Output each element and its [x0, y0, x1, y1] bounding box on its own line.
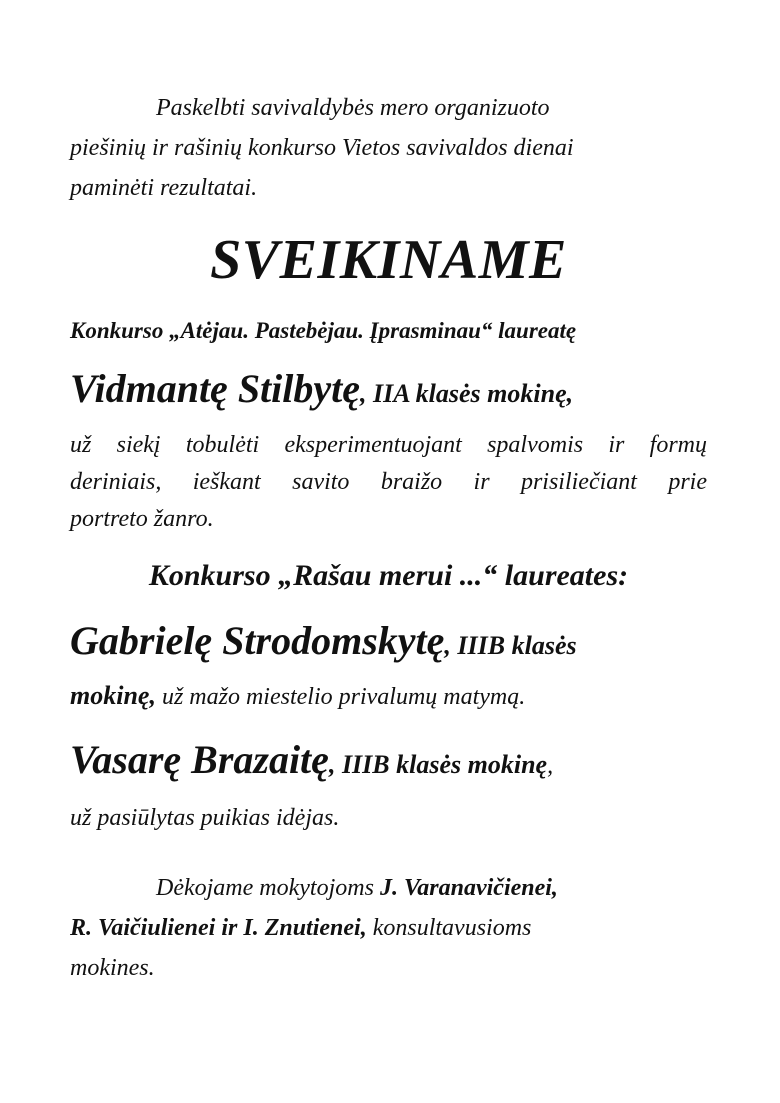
contest1-reason-line-2: deriniais, ieškant savito braižo ir prisiliečiant prie — [70, 469, 707, 495]
contest2-winner-2-class: , IIIB klasės mokinę — [328, 750, 548, 779]
contest1-reason-line-1: už siekį tobulėti eksperimentuojant spalvomis ir formų — [70, 432, 707, 458]
contest2-winner-1-reason: už mažo miestelio privalumų matymą. — [155, 684, 526, 710]
headline-congratulations: SVEIKINAME — [210, 229, 567, 291]
contest1-heading: Konkurso „Atėjau. Pastebėjau. Įprasminau“ laureatę — [70, 318, 577, 343]
thanks-teacher-1: J. Varanavičienei, — [379, 875, 558, 901]
contest2-winner-1-class-cont: mokinę, — [70, 681, 156, 710]
thanks-last: mokines. — [70, 955, 155, 981]
contest2-winner-1-name: Gabrielę Strodomskytę — [70, 618, 445, 663]
contest2-heading: Konkurso „Rašau merui ...“ laureates: — [148, 559, 629, 592]
contest1-winner-class: , IIA klasės mokinę, — [360, 379, 574, 408]
thanks-teachers-2-3: R. Vaičiulienei ir I. Znutienei, — [70, 915, 367, 941]
intro-paragraph — [70, 88, 707, 208]
contest2-winner-2-comma: , — [547, 753, 554, 779]
contest1-winner-name: Vidmantę Stilbytę — [70, 366, 361, 411]
contest2-winner-2-name: Vasarę Brazaitę — [70, 737, 329, 782]
contest2-winner-2 — [70, 735, 707, 794]
announcement-page — [70, 88, 707, 988]
thanks-prefix: Dėkojame mokytojoms — [156, 875, 380, 901]
contest1-winner — [70, 364, 707, 423]
thanks-suffix: konsultavusioms — [366, 915, 532, 941]
contest2-winner-1 — [70, 616, 707, 721]
contest2-winner-2-reason: už pasiūlytas puikias idėjas. — [70, 805, 340, 831]
intro-line-2: piešinių ir rašinių konkurso Vietos savivaldos dienai — [70, 135, 574, 161]
thanks-paragraph — [70, 868, 707, 988]
intro-line-1: Paskelbti savivaldybės mero organizuoto — [156, 95, 550, 121]
contest1-reason — [70, 427, 707, 538]
intro-line-3: paminėti rezultatai. — [70, 175, 258, 201]
contest1-reason-line-3: portreto žanro. — [70, 506, 214, 532]
contest2-winner-1-class: , IIIB klasės — [444, 631, 577, 660]
